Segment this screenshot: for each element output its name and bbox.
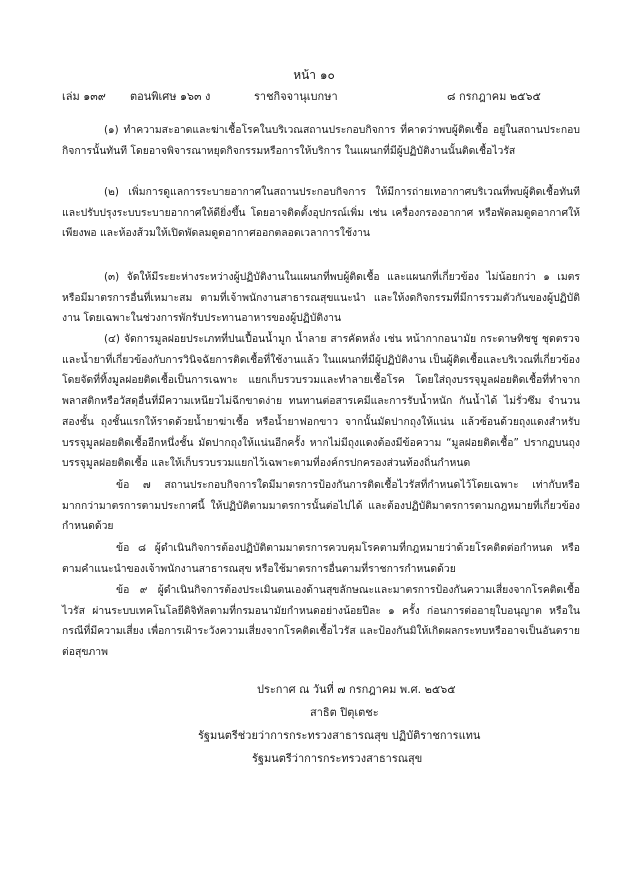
gazette-header (62, 87, 582, 101)
paragraph-clause-9: ข้อ ๙ ผู้ดำเนินกิจการต้องประเมินตนเองด้านสุขลักษณะและมาตรการป้องกันความเสี่ยงจากโรคติดเชื้อไวรัส ผ่านระบบเทคโนโลยีดิจิทัลตามที่กรมอนามัยกำหนดอย่างน้อยปีละ ๑ ครั้ง ก่อนการต่ออายุใบอนุญาต หรือในกรณีที่มีความเสี่ยง เพื่อการเฝ้าระวังความเสี่ยงจากโรคติดเชื้อไวรัส และป้องกันมิให้เกิดผลกระทบหรืออาจเป็นอันตรายต่อสุขภาพ (62, 584, 580, 659)
paragraph-item-1: (๑) ทำความสะอาดและฆ่าเชื้อโรคในบริเวณสถานประกอบกิจการ ที่คาดว่าพบผู้ติดเชื้อ อยู่ในสถานประกอบกิจการนั้นทันที โดยอาจพิจารณาหยุดกิจกรรมหรือการให้บริการ ในแผนกที่มีผู้ปฏิบัติงานนั้นติดเชื้อไวรัส (62, 124, 580, 157)
signatory-position-minister: รัฐมนตรีว่าการกระทรวงสาธารณสุข (252, 752, 423, 765)
gazette-date: ๘ กรกฎาคม ๒๕๖๕ (447, 90, 541, 103)
page-number: หน้า ๑๐ (293, 68, 335, 82)
paragraph-item-2: (๒) เพิ่มการดูแลการระบายอากาศในสถานประกอบกิจการ ให้มีการถ่ายเทอากาศบริเวณที่พบผู้ติดเชื้อทันที และปรับปรุงระบบระบายอากาศให้ดียิ่งขึ้น โดยอาจติดตั้งอุปกรณ์เพิ่ม เช่น เครื่องกรองอากาศ หรือพัดลมดูดอากาศให้เพียงพอ และห้องส้วมให้เปิดพัดลมดูดอากาศออกตลอดเวลาการใช้งาน (62, 186, 580, 240)
announcement-date: ประกาศ ณ วันที่ ๗ กรกฎาคม พ.ศ. ๒๕๖๕ (257, 683, 456, 696)
signatory-name: สาธิต ปิตุเตชะ (310, 706, 379, 719)
section-number: ตอนพิเศษ ๑๖๓ ง (130, 90, 211, 103)
paragraph-clause-8: ข้อ ๘ ผู้ดำเนินกิจการต้องปฏิบัติตามมาตรการควบคุมโรคตามที่กฎหมายว่าด้วยโรคติดต่อกำหนด หรือตามคำแนะนำของเจ้าพนักงานสาธารณสุข หรือใช้มาตรการอื่นตามที่ราชการกำหนดด้วย (62, 542, 580, 575)
volume-number: เล่ม ๑๓๙ (62, 90, 106, 103)
signatory-position-acting: รัฐมนตรีช่วยว่าการกระทรวงสาธารณสุข ปฏิบัติราชการแทน (198, 729, 481, 742)
paragraph-item-4: (๔) จัดการมูลฝอยประเภทที่ปนเปื้อนน้ำมูก น้ำลาย สารคัดหลั่ง เช่น หน้ากากอนามัย กระดาษทิชชู ชุดตรวจและน้ำยาที่เกี่ยวข้องกับการวินิจฉัยการติดเชื้อที่ใช้งานแล้ว ในแผนกที่มีผู้ปฏิบัติงาน เป็นผู้ติดเชื้อและบริเวณที่เกี่ยวข้อง โดยจัดที่ทิ้งมูลฝอยติดเชื้อเป็นการเฉพาะ แยกเก็บรวบรวมและทำลายเชื้อโรค โดยใส่ถุงบรรจุมูลฝอยติดเชื้อที่ทำจากพลาสติกหรือวัสดุอื่นที่มีความเหนียวไม่ฉีกขาดง่าย ทนทานต่อสารเคมีและการรับน้ำหนัก กันน้ำได้ ไม่รั่วซึม จำนวนสองชั้น ถุงชั้นแรกให้ราดด้วยน้ำยาฆ่าเชื้อ หรือน้ำยาฟอกขาว จากนั้นมัดปากถุงให้แน่น แล้วซ้อนด้วยถุงแดงสำหรับบรรจุมูลฝอยติดเชื้ออีกหนึ่งชั้น มัดปากถุงให้แน่นอีกครั้ง หากไม่มีถุงแดงต้องมีข้อความ “มูลฝอยติดเชื้อ” ปรากฏบนถุงบรรจุมูลฝอยติดเชื้อ และให้เก็บรวบรวมแยกไว้เฉพาะตามที่องค์กรปกครองส่วนท้องถิ่นกำหนด (62, 333, 580, 470)
gazette-title: ราชกิจจานุเบกษา (254, 90, 338, 103)
paragraph-item-3: (๓) จัดให้มีระยะห่างระหว่างผู้ปฏิบัติงานในแผนกที่พบผู้ติดเชื้อ และแผนกที่เกี่ยวข้อง ไม่น้อยกว่า ๑ เมตร หรือมีมาตรการอื่นที่เหมาะสม ตามที่เจ้าพนักงานสาธารณสุขแนะนำ และให้งดกิจกรรมที่มีการรวมตัวกันของผู้ปฏิบัติงาน โดยเฉพาะในช่วงการพักรับประทานอาหารของผู้ปฏิบัติงาน (62, 271, 580, 325)
paragraph-clause-7: ข้อ ๗ สถานประกอบกิจการใดมีมาตรการป้องกันการติดเชื้อไวรัสที่กำหนดไว้โดยเฉพาะ เท่ากับหรือมากกว่ามาตรการตามประกาศนี้ ให้ปฏิบัติตามมาตรการนั้นต่อไปได้ และต้องปฏิบัติมาตรการตามกฎหมายที่เกี่ยวข้องกำหนดด้วย (62, 479, 580, 533)
